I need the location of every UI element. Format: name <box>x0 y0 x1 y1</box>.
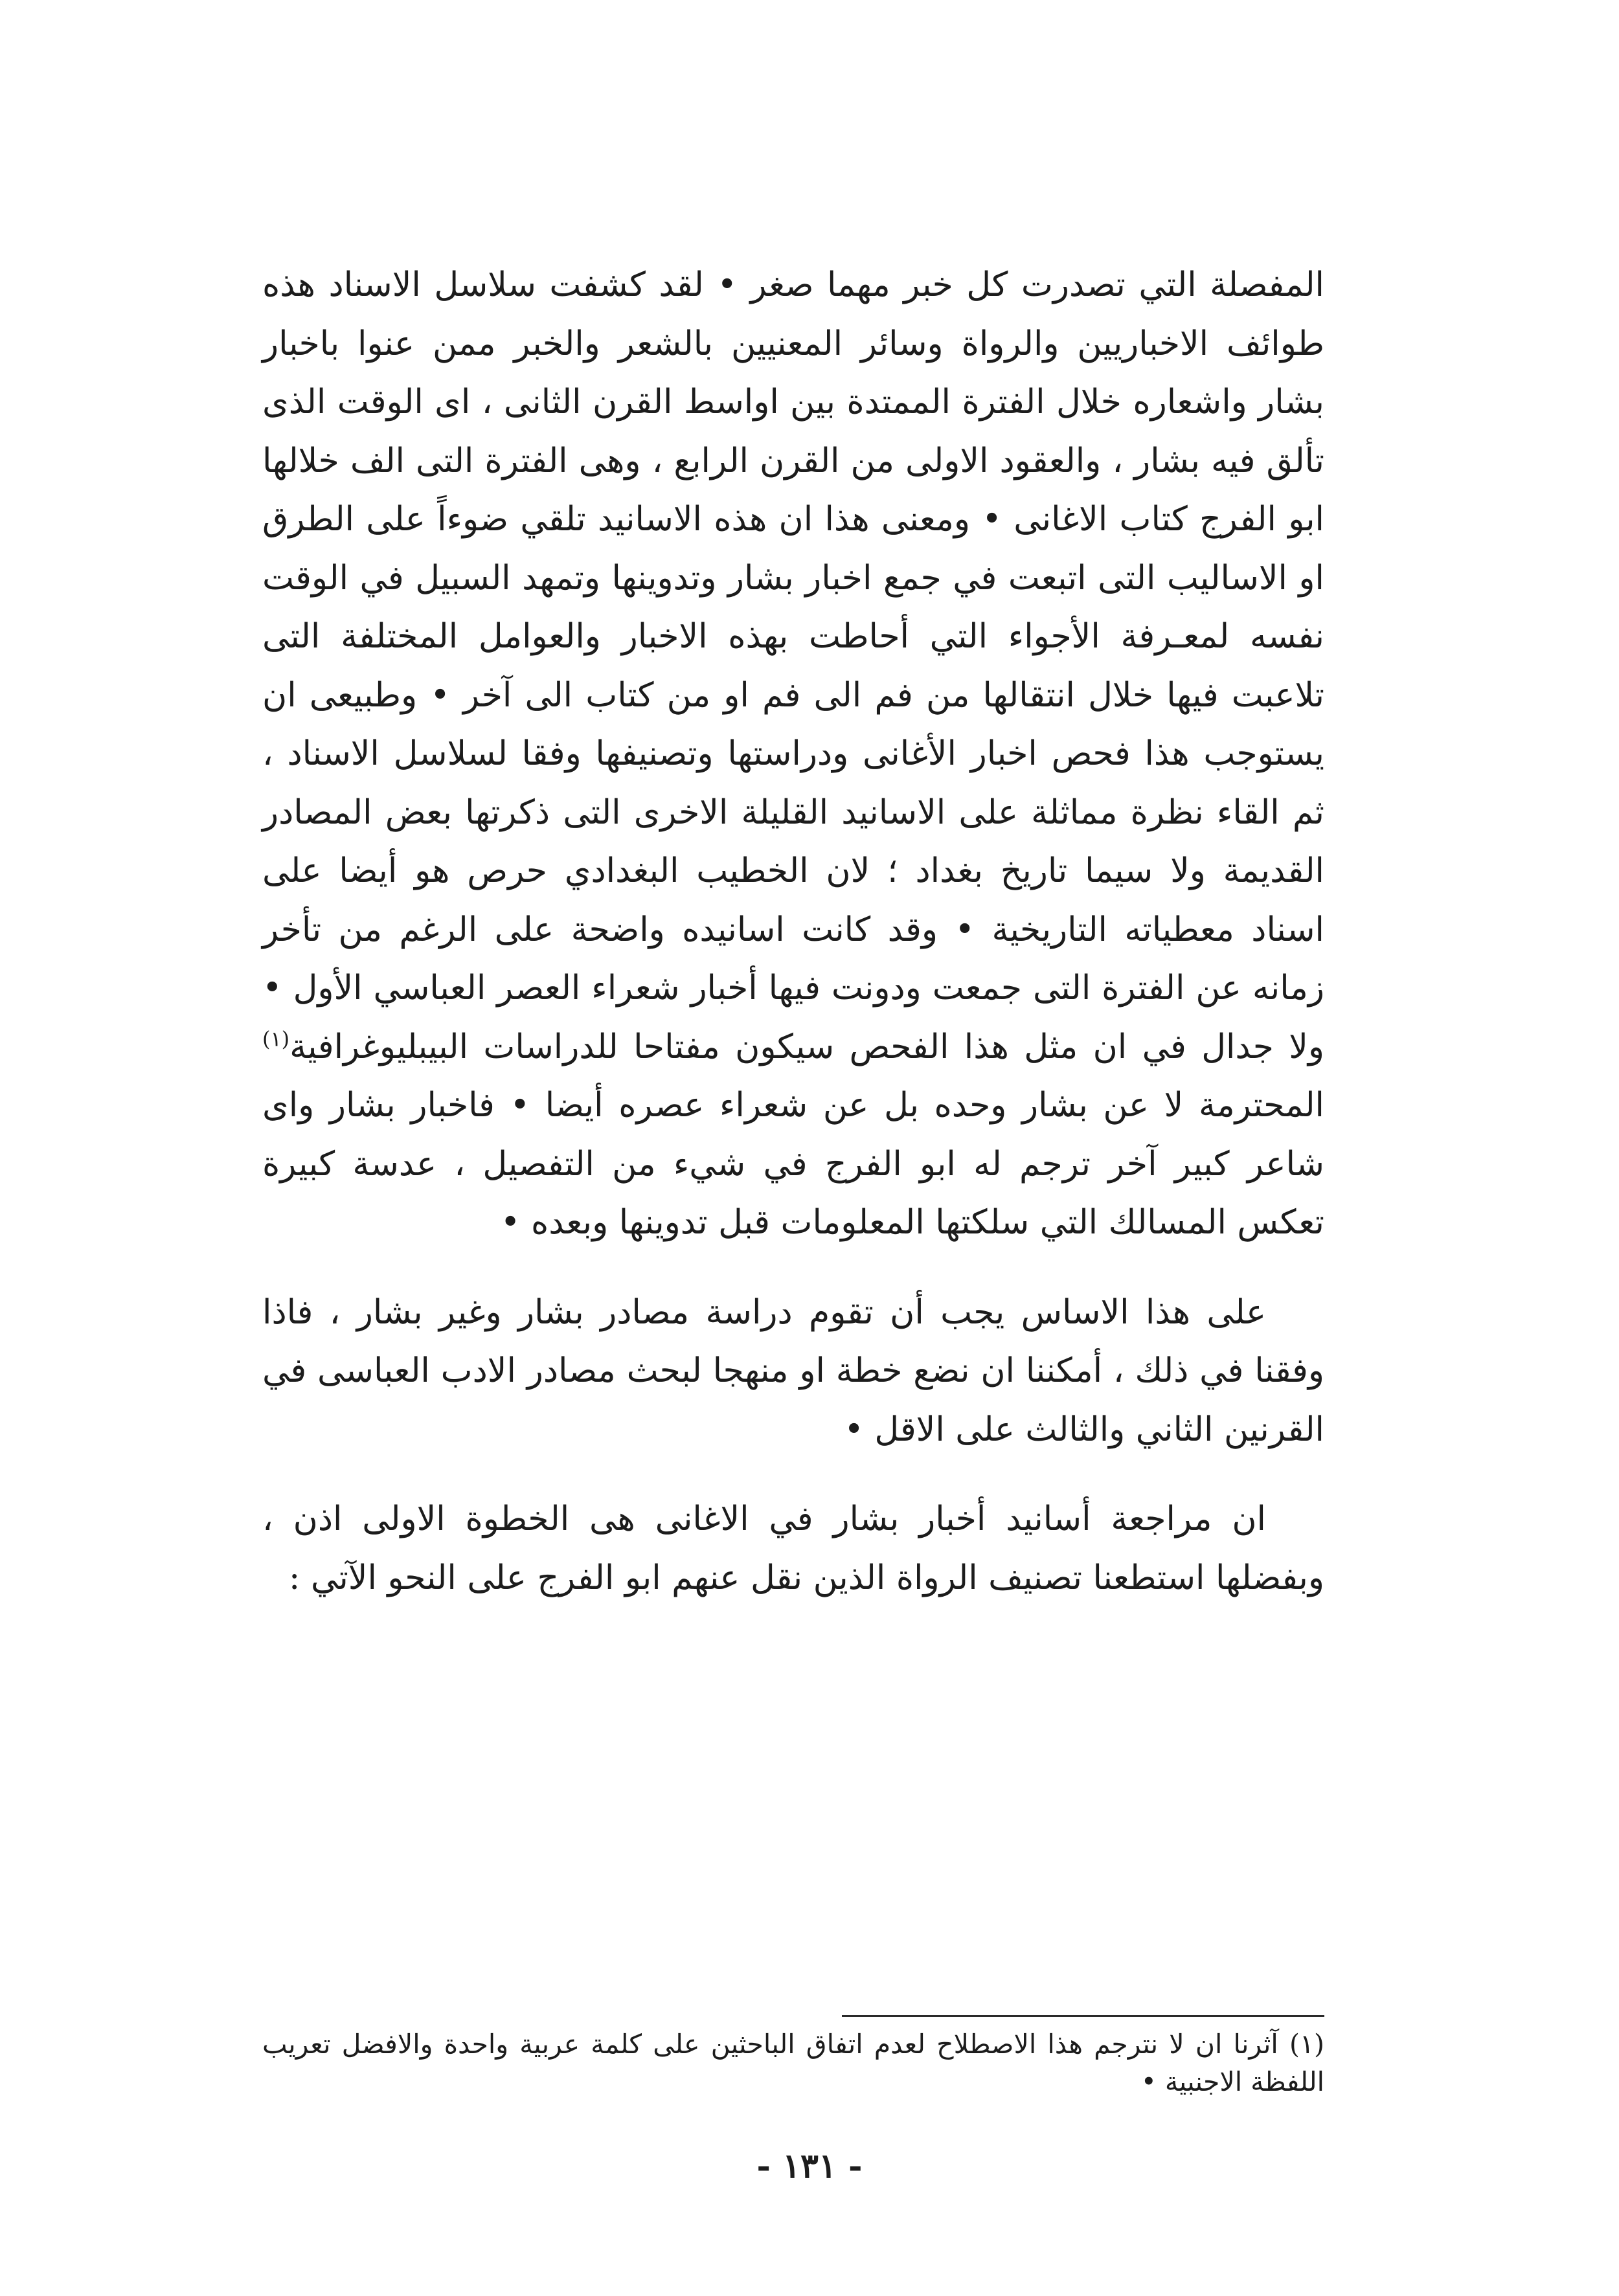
paragraph-gap <box>262 1459 1324 1490</box>
footnote-marker: (١) <box>262 1026 290 1052</box>
paragraph-2: على هذا الاساس يجب أن تقوم دراسة مصادر بشار وغير بشار ، فاذا وفقنا في ذلك ، أمكننا ان نضع خطة او منهجا لبحث مصادر الادب العباسى في القرنين الثاني والثالث على الاقل • <box>262 1292 1325 1449</box>
main-text <box>262 256 1324 1607</box>
paragraph-3: ان مراجعة أسانيد أخبار بشار في الاغانى هى الخطوة الاولى اذن ، وبفضلها استطعنا تصنيف الرواة الذين نقل عنهم ابو الفرج على النحو الآتي : <box>262 1500 1324 1597</box>
footnote: (١) آثرنا ان لا نترجم هذا الاصطلاح لعدم اتفاق الباحثين على كلمة عربية واحدة والافضل تعريب اللفظة الاجنبية • <box>262 2029 1324 2097</box>
paragraph-1-text: المفصلة التي تصدرت كل خبر مهما صغر • لقد كشفت سلاسل الاسناد هذه طوائف الاخباريين والرواة وسائر المعنيين بالشعر والخبر ممن عنوا باخبار بشار واشعاره خلال الفترة الممتدة بين اواسط القرن الثانى ، اى الوقت الذى تألق فيه بشار ، والعقود الاولى من القرن الرابع ، وهى الفترة التى الف خلالها ابو الفرج كتاب الاغانى • ومعنى هذا ان هذه الاسانيد تلقي ضوءاً على الطرق او الاساليب التى اتبعت في جمع اخبار بشار وتدوينها وتمهد السبيل في الوقت نفسه لمعـرفة الأجواء التي أحاطت بهذه الاخبار والعوامل المختلفة التى تلاعبت فيها خلال انتقالها من فم الى فم او من كتاب الى آخر • وطبيعى ان يستوجب هذا فحص اخبار الأغانى ودراستها وتصنيفها وفقا لسلاسل الاسناد ، ثم القاء نظرة مماثلة على الاسانيد القليلة الاخرى التى ذكرتها بعض المصادر القديمة ولا سيما تاريخ بغداد ؛ لان الخطيب البغدادي حرص هو أيضا على اسناد معطياته التاريخية • وقد كانت اسانيده واضحة على الرغم من تأخر زمانه عن الفترة التى جمعت ودونت فيها أخبار شعراء العصر العباسي الأول • ولا جدال في ان مثل هذا الفحص سيكون مفتاحا للدراسات البيبليوغرافية <box>262 265 1324 1066</box>
paragraph-1 <box>262 256 1324 1252</box>
page-number: - ١٣١ - <box>756 2146 863 2186</box>
paragraph-1-text-continued: المحترمة لا عن بشار وحده بل عن شعراء عصره أيضا • فاخبار بشار واى شاعر كبير آخر ترجم له ابو الفرج في شيء من التفصيل ، عدسة كبيرة تعكس المسالك التي سلكتها المعلومات قبل تدوينها وبعده • <box>262 1086 1324 1242</box>
footnote-divider <box>842 2015 1324 2017</box>
paragraph-gap <box>262 1252 1324 1283</box>
